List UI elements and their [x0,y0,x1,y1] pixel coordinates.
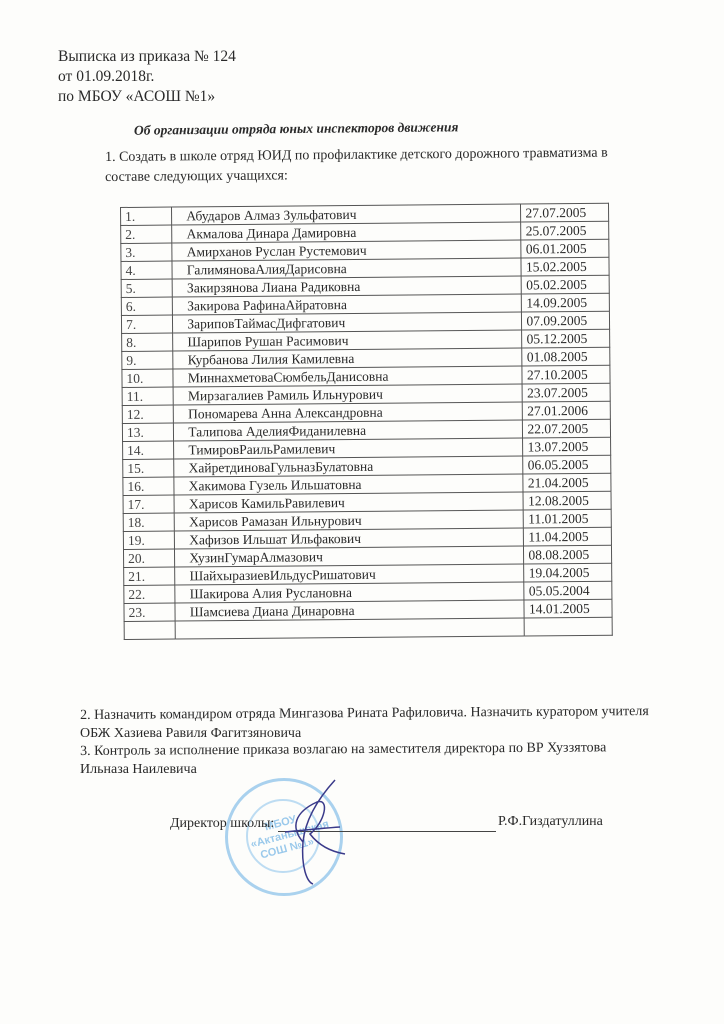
student-name: Мирзагалиев Рамиль Ильнурович [173,384,522,405]
birth-date: 27.07.2005 [521,203,609,222]
row-number: 23. [124,603,175,621]
birth-date: 12.08.2005 [523,491,611,510]
student-name: Хакимова Гузель Ильшатовна [174,474,523,495]
row-number: 3. [121,243,172,261]
student-name: ЗариповТаймасДифгатович [173,312,522,333]
birth-date: 25.07.2005 [521,221,609,240]
item1-line2: составе следующих учащихся: [105,168,288,185]
student-name: Закирзянова Лиана Радиковна [172,276,521,297]
students-table [120,203,613,640]
item2-line1: 2. Назначить командиром отряда Мингазова Рината Рафиловича. Назначить куратором учителя [80,704,649,723]
row-number: 16. [123,477,174,495]
birth-date: 13.07.2005 [523,437,611,456]
order-date: от 01.09.2018г. [58,68,155,85]
student-name: Акмалова Динара Дамировна [172,222,521,243]
student-name: Харисов Рамазан Ильнурович [174,510,523,531]
row-number: 18. [123,513,174,531]
birth-date: 05.12.2005 [522,329,610,348]
document-title: Об организации отряда юных инспекторов движения [133,119,459,138]
student-name: Курбанова Лилия Камилевна [173,348,522,369]
student-name: ГалимяноваАлияДарисовна [172,258,521,279]
row-number: 1. [121,207,172,225]
birth-date: 21.04.2005 [523,473,611,492]
birth-date: 15.02.2005 [521,257,609,276]
director-name: Р.Ф.Гиздатуллина [498,814,603,829]
row-number: 14. [123,441,174,459]
director-label: Директор школы: [170,816,275,831]
row-number: 11. [122,387,173,405]
birth-date: 19.04.2005 [524,563,612,582]
student-name: Шакирова Алия Руслановна [175,582,524,603]
student-name: Харисов КамильРавилевич [174,492,523,513]
empty-cell [124,621,175,639]
student-name: ХузинГумарАлмазович [175,546,524,567]
row-number: 2. [121,225,172,243]
birth-date: 11.01.2005 [524,509,612,528]
handwritten-signature [245,772,355,892]
student-name: ХайретдиноваГульназБулатовна [174,456,523,477]
empty-row [124,617,612,639]
empty-cell [525,617,613,636]
row-number: 10. [122,369,173,387]
birth-date: 23.07.2005 [523,383,611,402]
student-name: МиннахметоваСюмбельДанисовна [173,366,522,387]
extract-heading: Выписка из приказа № 124 [58,48,236,65]
birth-date: 11.04.2005 [524,527,612,546]
birth-date: 27.10.2005 [522,365,610,384]
birth-date: 27.01.2006 [523,401,611,420]
student-name: Хафизов Ильшат Ильфакович [175,528,524,549]
row-number: 12. [122,405,173,423]
item3-line1: 3. Контроль за исполнение приказа возлагаю на заместителя директора по ВР Хуззятова [80,740,607,759]
birth-date: 14.01.2005 [524,599,612,618]
student-name: Амирханов Руслан Рустемович [172,240,521,261]
student-name: Абударов Алмаз Зульфатович [172,204,521,225]
item3-line2: Ильназа Наилевича [80,762,197,777]
student-name: Талипова АделияФиданилевна [174,420,523,441]
row-number: 8. [122,333,173,351]
school-name: по МБОУ «АСОШ №1» [58,88,216,105]
birth-date: 05.05.2004 [524,581,612,600]
row-number: 6. [121,297,172,315]
row-number: 13. [122,423,173,441]
student-name: Шарипов Рушан Расимович [173,330,522,351]
row-number: 15. [123,459,174,477]
row-number: 20. [123,549,174,567]
birth-date: 14.09.2005 [522,293,610,312]
birth-date: 07.09.2005 [522,311,610,330]
birth-date: 22.07.2005 [523,419,611,438]
row-number: 22. [124,585,175,603]
row-number: 4. [121,261,172,279]
student-name: ШайхыразиевИльдусРишатович [175,564,524,585]
birth-date: 08.08.2005 [524,545,612,564]
birth-date: 01.08.2005 [522,347,610,366]
birth-date: 05.02.2005 [522,275,610,294]
row-number: 17. [123,495,174,513]
student-name: Шамсиева Диана Динаровна [175,600,524,621]
student-name: Закирова РафинаАйратовна [173,294,522,315]
item1-line1: 1. Создать в школе отряд ЮИД по профилактике детского дорожного травматизма в [105,145,608,165]
row-number: 9. [122,351,173,369]
student-name: Пономарева Анна Александровна [174,402,523,423]
empty-cell [175,618,524,639]
stamp-text: МБОУ «Актанышская СОШ №1» [249,813,331,862]
item2-line2: ОБЖ Хазиева Равиля Фагитзяновича [80,726,302,741]
row-number: 21. [124,567,175,585]
row-number: 5. [121,279,172,297]
birth-date: 06.01.2005 [521,239,609,258]
row-number: 7. [121,315,172,333]
birth-date: 06.05.2005 [523,455,611,474]
row-number: 19. [123,531,174,549]
student-name: ТимировРаильРамилевич [174,438,523,459]
